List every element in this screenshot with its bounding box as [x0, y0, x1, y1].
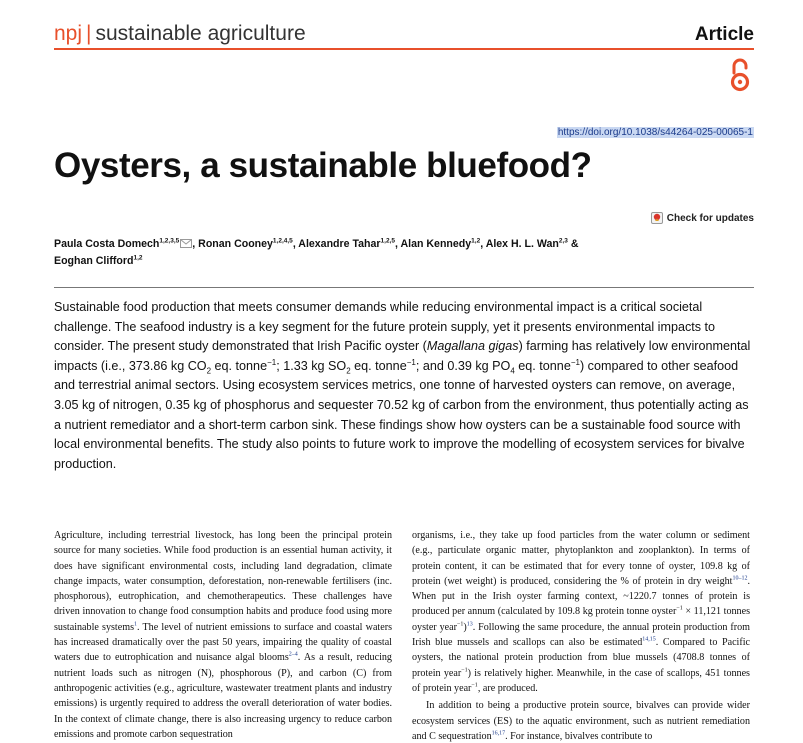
subscript: 4	[510, 366, 515, 376]
reference-link[interactable]: 1	[134, 621, 137, 628]
article-title: Oysters, a sustainable bluefood?	[54, 146, 592, 185]
author-separator: &	[567, 238, 579, 250]
check-updates-label: Check for updates	[666, 212, 754, 224]
brand-journal-name: sustainable agriculture	[95, 22, 306, 45]
reference-link[interactable]: 16,17	[491, 730, 506, 737]
body-text: . When put in the Irish oyster farming context, ~1220.7 tonnes of protein is produced per annum (calculated by 109.8 kg protein tonne oyster	[412, 575, 750, 618]
superscript: −1	[676, 606, 683, 613]
author-name[interactable]: Paula Costa Domech	[54, 238, 160, 250]
reference-link[interactable]: 14,15	[642, 636, 656, 643]
check-updates-icon	[651, 212, 663, 224]
subscript: 2	[206, 366, 212, 376]
body-text: ) is relatively higher. Meanwhile, in the case of scallops, 451 tonnes of protein year	[412, 667, 750, 694]
abstract-text: ) compared to other seafood and terrestrial animal sectors. Using ecosystem services metrics, one tonne of harvested oysters can remove, on average, 3.05 kg of nitrogen, 0.35 kg of phosphorus and sequester 70.52 kg of carbon from the environment, thus potentially acting as a nutrient remediator and a short-term carbon sink. These findings show how oysters can be a sustainable food source with local environmental benefits. The study also points to future work to improve the modelling of ecosystem services for bivalve production.	[54, 358, 749, 471]
author-affiliation: 1,2	[133, 254, 143, 262]
body-text: . Following the same procedure, the annual protein production from Irish blue mussels and scallops can also be estimated	[412, 621, 750, 649]
body-column-right	[412, 528, 750, 743]
superscript: −1	[406, 357, 416, 367]
species-name: Magallana gigas	[426, 339, 519, 354]
superscript: −1	[471, 682, 478, 689]
body-text: . As a result, reducing nutrient loads such as nitrogen (N), phosphorous (P), and carbon (C) from anthropogenic activities (e.g., agriculture, wastewater treatment plants and industry emissions) is urgently required to address the overall deterioration of water bodies. In the context of climate change, there is also increasing urgency to reduce carbon emissions and promote carbon sequestration	[54, 652, 392, 740]
brand-npj: npj	[54, 22, 83, 45]
author-name[interactable]: , Alexandre Tahar	[292, 238, 381, 250]
body-text: . The level of nutrient emissions to surface and coastal waters has increased dramatically over the past 50 years, impairing the quality of coastal waters due to eutrophication and nuisance algal blooms	[54, 621, 392, 664]
body-paragraph	[54, 528, 392, 742]
article-type-label: Article	[694, 24, 754, 45]
abstract-text: eq. tonne	[350, 358, 407, 373]
body-paragraph	[412, 528, 750, 696]
author-name[interactable]: , Ronan Cooney	[192, 238, 273, 250]
superscript: −1	[461, 667, 468, 674]
superscript: −1	[267, 357, 277, 367]
author-name[interactable]: , Alan Kennedy	[395, 238, 472, 250]
superscript: −1	[456, 621, 464, 628]
author-affiliation: 2,3	[558, 237, 568, 245]
abstract-text: ) farming has relatively low environmental impacts (i.e., 373.86 kg CO	[54, 339, 751, 373]
abstract-text: ; and 0.39 kg PO	[415, 358, 511, 373]
body-text: Agriculture, including terrestrial livestock, has long been the principal protein source for many societies. While food production is an essential human activity, it does have significant environmental costs, including land degradation, climate change impacts, water consumption, deforestation, non-renewable fertilisers (inc. phosphorous), eutrophication, and chemotherapeutics. These challenges have driven innovation to change food consumption habits and produce food using more sustainable systems	[54, 530, 392, 633]
journal-header	[54, 20, 754, 50]
body-text: )	[463, 621, 467, 633]
author-affiliation: 1,2	[471, 237, 481, 245]
author-name[interactable]: , Alex H. L. Wan	[480, 238, 559, 250]
superscript: −1	[570, 357, 580, 367]
reference-link[interactable]: 2–4	[288, 652, 298, 659]
body-text: In addition to being a productive protein source, bivalves can provide wider ecosystem services (ES) to the aquatic environment, such as nutrient remediation and C sequestration	[412, 700, 750, 742]
author-list	[54, 236, 754, 270]
header-divider	[54, 48, 754, 50]
journal-brand[interactable]	[54, 22, 306, 46]
body-text: . For instance, bivalves contribute to	[505, 730, 653, 742]
body-text: , are produced.	[477, 682, 538, 694]
brand-separator: |	[86, 22, 92, 45]
abstract-text: Sustainable food production that meets consumer demands while reducing environmental impact is a critical societal challenge. The seafood industry is a key segment for the future protein supply, yet it presents environmental impacts to consider. The present study demonstrated that Irish Pacific oyster (	[54, 300, 716, 354]
author-affiliation: 1,2,5	[380, 237, 396, 245]
envelope-icon[interactable]	[180, 239, 192, 248]
abstract-text: eq. tonne	[514, 358, 571, 373]
body-paragraph	[412, 698, 750, 743]
doi-link[interactable]: https://doi.org/10.1038/s44264-025-00065-1	[557, 127, 753, 138]
body-text: organisms, i.e., they take up food particles from the water column or sediment (e.g., particulate organic matter, phytoplankton and zooplankton). In terms of protein content, it can be estimated that for every tonne of oyster, 109.8 kg of protein (wet weight) is produced, considering the % of protein in dry weight	[412, 530, 750, 587]
body-text: × 11,121 tonnes oyster year	[412, 606, 750, 633]
reference-link[interactable]: 10–12	[732, 575, 748, 582]
abstract-divider	[54, 287, 754, 288]
abstract-text: eq. tonne	[211, 358, 268, 373]
reference-link[interactable]: 13	[466, 621, 473, 628]
abstract-text: ; 1.33 kg SO	[276, 358, 347, 373]
body-column-left	[54, 528, 392, 742]
author-name[interactable]: Eoghan Clifford	[54, 255, 134, 267]
open-access-icon	[729, 57, 751, 93]
subscript: 2	[346, 366, 351, 376]
abstract	[54, 298, 754, 474]
check-for-updates-button[interactable]	[651, 212, 754, 224]
author-affiliation: 1,2,4,5	[272, 237, 293, 245]
body-text: . Compared to Pacific oysters, the national protein production from blue mussels (4708.8 tonnes of protein year	[412, 637, 751, 679]
author-affiliation: 1,2,3,5	[159, 237, 180, 245]
